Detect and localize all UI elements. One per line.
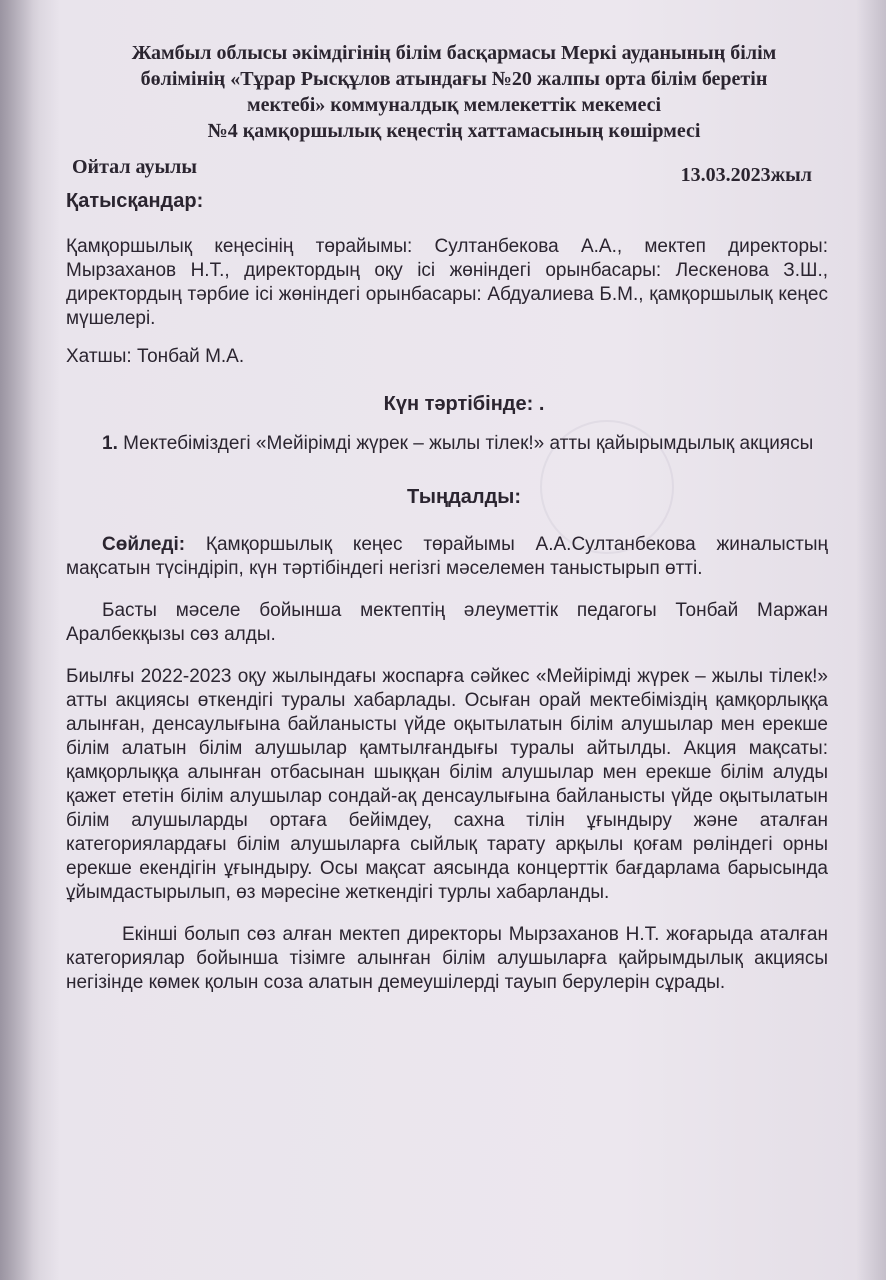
agenda-heading: Күн тәртібінде: .: [383, 393, 545, 415]
participants-text: Қамқоршылық кеңесінің төрайымы: Султанбекова А.А., мектеп директоры: Мырзаханов Н.Т., директордың оқу ісі жөніндегі орынбасары: Лескенова З.Ш., директордың тәрбие ісі жөніндегі орынбасары: Абдуалиева Б.М., қамқоршылық кеңес мүшелері.: [66, 236, 828, 329]
agenda-item-text: Мектебіміздегі «Мейірімді жүрек – жылы тілек!» атты қайырымдылық акциясы: [123, 433, 814, 454]
heard-heading: Тыңдалды:: [406, 486, 522, 508]
document-body: [66, 40, 828, 995]
agenda-item: [66, 432, 828, 456]
secretary-line: Хатшы: Тонбай М.А.: [66, 346, 245, 367]
header-line-3: мектебі» коммуналдық мемлекеттік мекемесі: [246, 94, 661, 116]
participants-heading: Қатысқандар:: [66, 190, 204, 212]
right-edge-shadow: [856, 0, 886, 1280]
school-year-paragraph: Биылғы 2022-2023 оқу жылындағы жоспарға сәйкес «Мейірімді жүрек – жылы тілек!» атты акциясы өткендігі туралы хабарлады. Осыған орай мектебіміздің қамқорлыққа алынған, денсаулығына байланысты үйде оқытылатын білім алушылар мен ерекше білім алатын білім алушылар қамтылғандығы туралы айтылды. Акция мақсаты: қамқорлыққа алынған отбасынан шыққан білім алушылар мен ерекше білім алуды қажет ететін білім алушылар сондай-ақ денсаулығына байланысты үйде оқытылатын білім алушыларды ортаға бейімдеу, сахна тілін ұғындыру және аталған категориялардағы білім алушыларға сыйлық тарату арқылы қоғам рөліндегі орны ерекше екендігін ұғындыру. Осы мақсат аясында концерттік бағдарлама барысында ұйымдастырылып, өз мәресіне жеткендігі турлы хабарланды.: [66, 666, 828, 903]
header-line-4: №4 қамқоршылық кеңестің хаттамасының көшірмесі: [207, 120, 701, 142]
social-pedagogue-paragraph: Басты мәселе бойынша мектептің әлеуметтік педагогы Тонбай Маржан Аралбекқызы сөз алды.: [66, 600, 828, 645]
agenda-item-number: 1.: [102, 433, 118, 454]
binding-shadow: [0, 0, 60, 1280]
spoke-text: Қамқоршылық кеңес төрайымы А.А.Султанбекова жиналыстың мақсатын түсіндіріп, күн тәртібіндегі негізгі мәселемен таныстырып өтті.: [66, 534, 828, 579]
header-line-2: бөлімінің «Тұрар Рысқұлов атындағы №20 жалпы орта білім беретін: [140, 68, 768, 90]
spoke-paragraph: [66, 533, 828, 581]
document-header: [80, 40, 828, 144]
document-date: 13.03.2023жыл: [680, 164, 812, 186]
place-date-row: [66, 156, 828, 184]
header-line-1: Жамбыл облысы әкімдігінің білім басқармасы Меркі ауданының білім: [131, 42, 777, 64]
director-paragraph: Екінші болып сөз алған мектеп директоры Мырзаханов Н.Т. жоғарыда аталған категориялар бойынша тізімге алынған білім алушыларға қайрымдылық акциясы негізінде көмек қолын соза алатын демеушілерді тауып берулерін сұрады.: [66, 924, 828, 993]
spoke-label: Сөйледі:: [102, 534, 186, 555]
place-name: Ойтал ауылы: [72, 156, 197, 178]
